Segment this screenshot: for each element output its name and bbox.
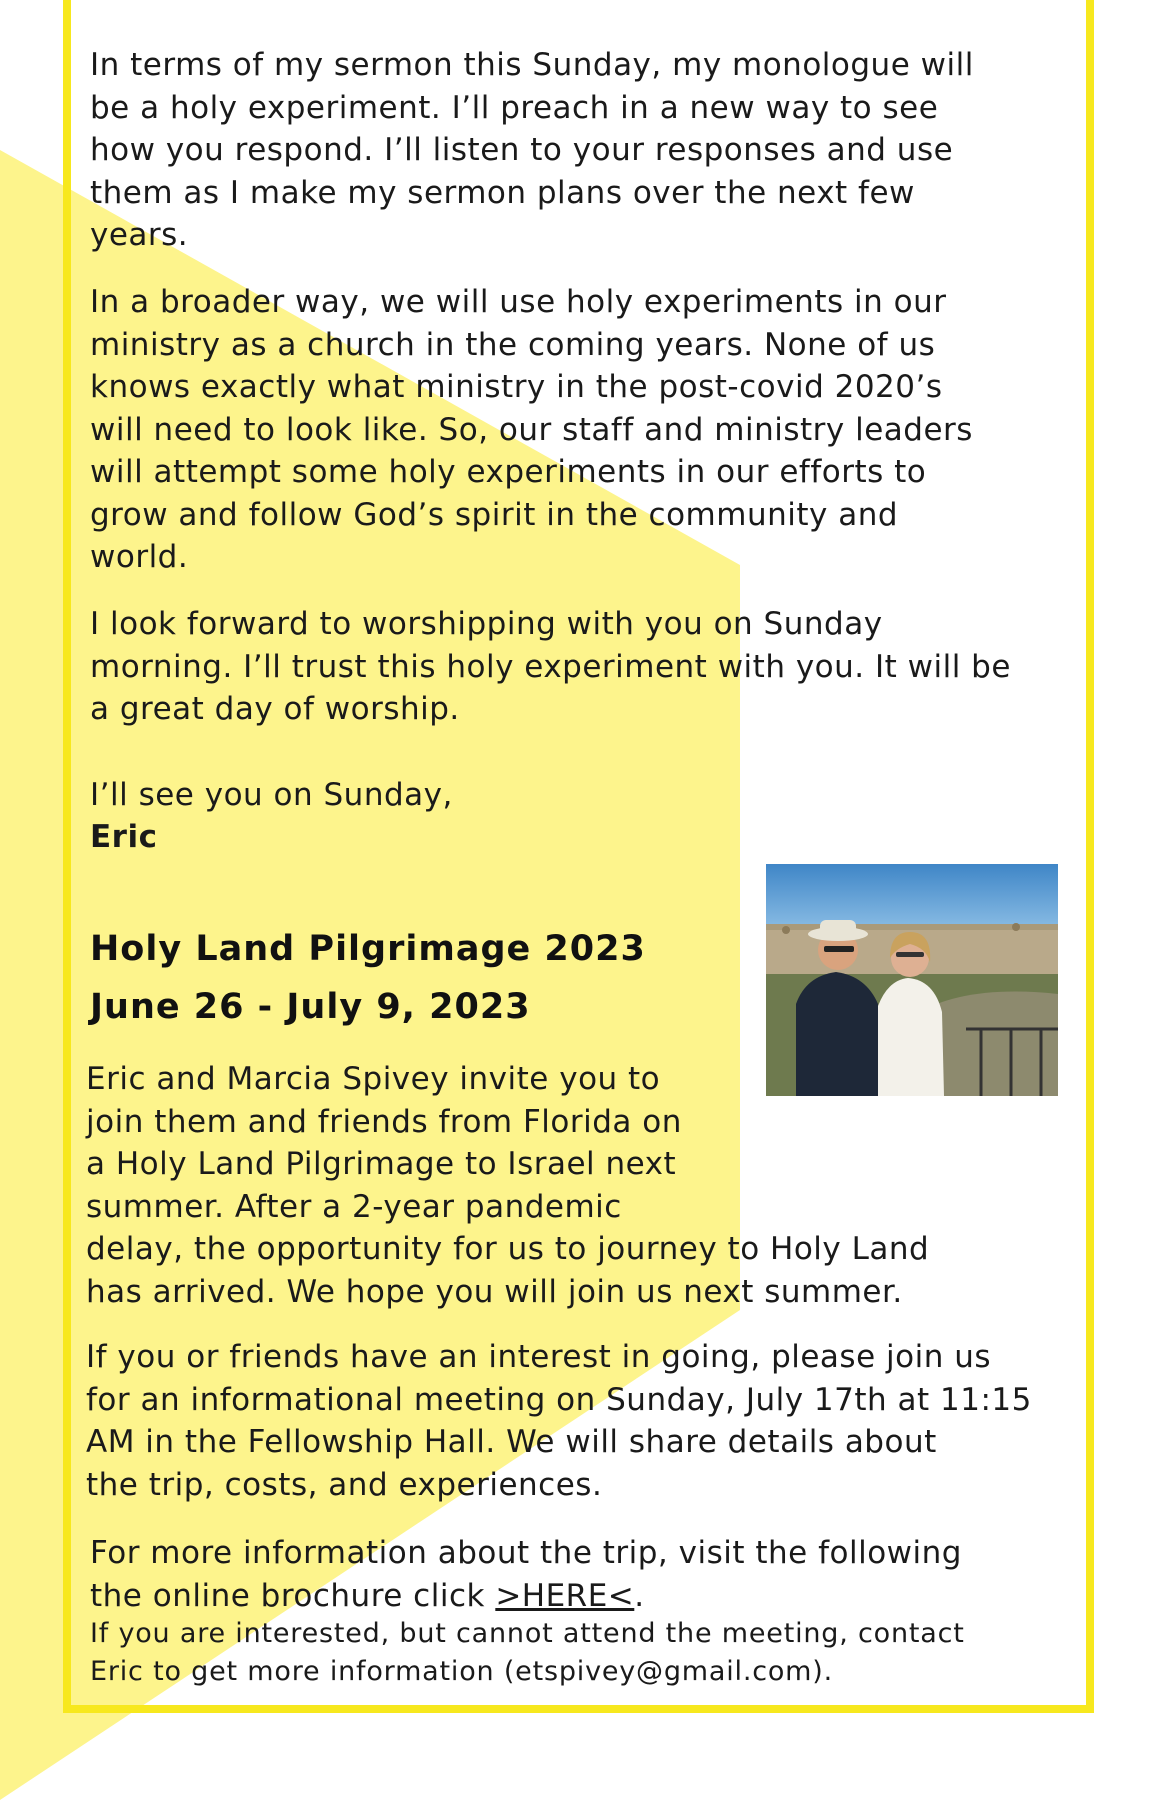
text-line: will attempt some holy experiments in our efforts to <box>90 454 927 490</box>
text-line: If you are interested, but cannot attend the meeting, contact <box>90 1618 965 1649</box>
text-line: join them and friends from Florida on <box>86 1103 682 1140</box>
letter-closing: I’ll see you on Sunday, <box>90 777 453 813</box>
text-line: morning. I’ll trust this holy experiment with you. It will be <box>90 648 1011 685</box>
text-fragment: . <box>634 1577 645 1614</box>
title-line: June 26 - July 9, 2023 <box>90 987 531 1027</box>
info-paragraph <box>90 1532 962 1617</box>
text-line: knows exactly what ministry in the post-covid 2020’s <box>90 369 943 405</box>
text-line: a great day of worship. <box>90 691 460 727</box>
text-fragment: the online brochure click <box>90 1577 496 1614</box>
letter-paragraph-2 <box>90 281 973 579</box>
text-line: Eric and Marcia Spivey invite you to <box>86 1061 661 1097</box>
text-line: delay, the opportunity for us to journey to Holy Land <box>86 1231 930 1267</box>
text-line: In a broader way, we will use holy experiments in our <box>90 284 947 320</box>
pilgrimage-paragraph-1 <box>86 1058 929 1313</box>
text-line: ministry as a church in the coming years. None of us <box>90 326 936 363</box>
text-line: a Holy Land Pilgrimage to Israel next <box>86 1146 677 1182</box>
text-line: the trip, costs, and experiences. <box>86 1466 603 1503</box>
text-line: for an informational meeting on Sunday, July 17th at 11:15 <box>86 1381 1032 1418</box>
text-line: summer. After a 2-year pandemic <box>86 1188 622 1225</box>
pilgrimage-paragraph-2 <box>86 1336 1032 1506</box>
letter-paragraph-1 <box>90 44 974 257</box>
text-line: grow and follow God’s spirit in the community and <box>90 496 899 533</box>
text-line: world. <box>90 539 189 575</box>
brochure-link[interactable]: >HERE< <box>495 1577 635 1614</box>
text-line: For more information about the trip, visit the following <box>90 1535 962 1571</box>
letter-signature: Eric <box>90 819 158 855</box>
text-line: If you or friends have an interest in going, please join us <box>86 1339 991 1375</box>
text-line: has arrived. We hope you will join us next summer. <box>86 1273 903 1310</box>
text-line: will need to look like. So, our staff and ministry leaders <box>90 411 973 448</box>
text-line: years. <box>90 217 189 253</box>
pilgrimage-title <box>90 920 646 1036</box>
text-line <box>90 1575 962 1618</box>
contact-note <box>90 1615 965 1691</box>
letter-paragraph-3 <box>90 603 1011 731</box>
text-line: AM in the Fellowship Hall. We will share details about <box>86 1424 937 1460</box>
text-line: them as I make my sermon plans over the next few <box>90 174 915 211</box>
text-line: Eric to get more information (etspivey@gmail.com). <box>90 1656 833 1687</box>
text-line: be a holy experiment. I’ll preach in a new way to see <box>90 89 939 126</box>
title-line: Holy Land Pilgrimage 2023 <box>90 929 646 969</box>
text-line: how you respond. I’ll listen to your responses and use <box>90 132 954 168</box>
text-line: I look forward to worshipping with you on Sunday <box>90 606 883 642</box>
text-line: In terms of my sermon this Sunday, my monologue will <box>90 47 974 83</box>
